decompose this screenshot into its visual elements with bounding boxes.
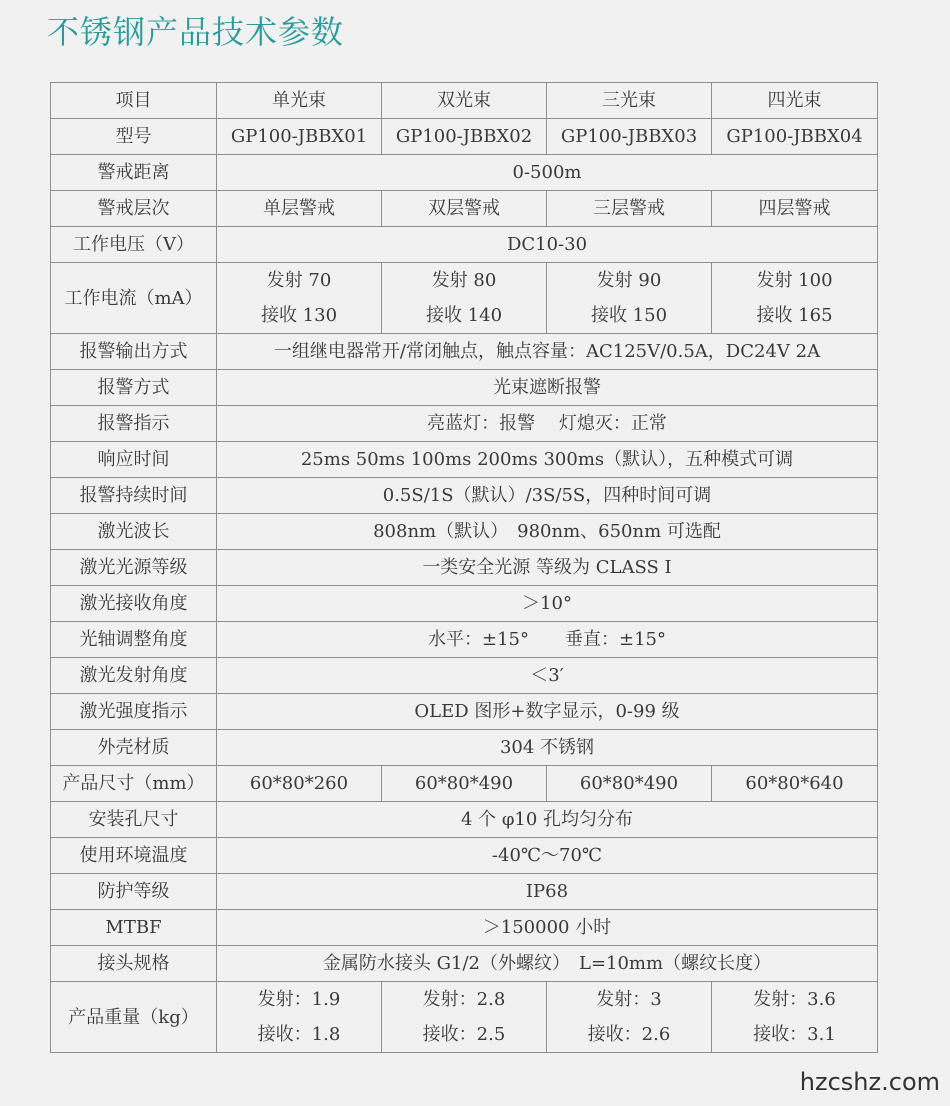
row-label: 响应时间 — [51, 442, 217, 478]
cell-value: -40℃～70℃ — [217, 838, 878, 874]
cell-value: 一组继电器常开/常闭触点，触点容量：AC125V/0.5A，DC24V 2A — [217, 334, 878, 370]
cell-value: IP68 — [217, 874, 878, 910]
receive-value: 接收：3.1 — [753, 1024, 836, 1045]
row-label: 报警指示 — [51, 406, 217, 442]
row-levels — [51, 191, 878, 227]
emit-value: 发射：1.9 — [257, 989, 341, 1010]
cell-value: 三层警戒 — [547, 191, 712, 227]
row-label: 激光波长 — [51, 514, 217, 550]
cell-value: 水平：±15° 垂直：±15° — [217, 622, 878, 658]
cell-value: DC10-30 — [217, 227, 878, 263]
table-header-row — [51, 83, 878, 119]
cell-value: 60*80*260 — [217, 766, 382, 802]
row-label: 工作电压（V） — [51, 227, 217, 263]
row-wavelength — [51, 514, 878, 550]
row-distance — [51, 155, 878, 191]
row-label: 警戒距离 — [51, 155, 217, 191]
cell-value — [712, 982, 878, 1053]
cell-value: 25ms 50ms 100ms 200ms 300ms（默认），五种模式可调 — [217, 442, 878, 478]
cell-value: 四层警戒 — [712, 191, 878, 227]
cell-value — [382, 263, 547, 334]
cell-value — [217, 982, 382, 1053]
row-receive-angle — [51, 586, 878, 622]
cell-value: 60*80*490 — [547, 766, 712, 802]
cell-value: 单层警戒 — [217, 191, 382, 227]
header-triple-beam: 三光束 — [547, 83, 712, 119]
cell-value: GP100-JBBX02 — [382, 119, 547, 155]
cell-value: 金属防水接头 G1/2（外螺纹） L=10mm（螺纹长度） — [217, 946, 878, 982]
row-label: 安装孔尺寸 — [51, 802, 217, 838]
row-label: 外壳材质 — [51, 730, 217, 766]
row-axis-adjust — [51, 622, 878, 658]
cell-value: 亮蓝灯：报警 灯熄灭：正常 — [217, 406, 878, 442]
row-alarm-indicator — [51, 406, 878, 442]
row-emit-angle — [51, 658, 878, 694]
row-label: 报警持续时间 — [51, 478, 217, 514]
cell-value: 0-500m — [217, 155, 878, 191]
emit-value: 发射：2.8 — [422, 989, 506, 1010]
row-response — [51, 442, 878, 478]
row-label: 产品重量（kg） — [51, 982, 217, 1053]
row-label: 使用环境温度 — [51, 838, 217, 874]
cell-value: 60*80*640 — [712, 766, 878, 802]
row-intensity — [51, 694, 878, 730]
row-label: 报警方式 — [51, 370, 217, 406]
cell-value: ＜3′ — [217, 658, 878, 694]
receive-value: 接收 130 — [260, 305, 338, 326]
row-laser-class — [51, 550, 878, 586]
row-weight — [51, 982, 878, 1053]
row-label: 型号 — [51, 119, 217, 155]
row-model-no — [51, 119, 878, 155]
receive-value: 接收：2.5 — [422, 1024, 506, 1045]
row-label: 光轴调整角度 — [51, 622, 217, 658]
cell-value: OLED 图形+数字显示，0-99 级 — [217, 694, 878, 730]
row-label: 工作电流（mA） — [51, 263, 217, 334]
row-current — [51, 263, 878, 334]
receive-value: 接收 140 — [425, 305, 503, 326]
row-label: 产品尺寸（mm） — [51, 766, 217, 802]
cell-value: 0.5S/1S（默认）/3S/5S，四种时间可调 — [217, 478, 878, 514]
row-label: 激光光源等级 — [51, 550, 217, 586]
emit-value: 发射 80 — [431, 270, 497, 291]
row-label: 警戒层次 — [51, 191, 217, 227]
row-alarm-output — [51, 334, 878, 370]
spec-table — [50, 82, 878, 1053]
emit-value: 发射 70 — [266, 270, 332, 291]
cell-value: GP100-JBBX04 — [712, 119, 878, 155]
row-mtbf — [51, 910, 878, 946]
cell-value: 60*80*490 — [382, 766, 547, 802]
row-label: 接头规格 — [51, 946, 217, 982]
cell-value: GP100-JBBX03 — [547, 119, 712, 155]
row-connector — [51, 946, 878, 982]
receive-value: 接收 165 — [756, 305, 833, 326]
cell-value — [547, 263, 712, 334]
header-item: 项目 — [51, 83, 217, 119]
row-voltage — [51, 227, 878, 263]
cell-value — [382, 982, 547, 1053]
cell-value: 304 不锈钢 — [217, 730, 878, 766]
page-title: 不锈钢产品技术参数 — [47, 13, 345, 51]
cell-value: 光束遮断报警 — [217, 370, 878, 406]
row-protection — [51, 874, 878, 910]
cell-value — [712, 263, 878, 334]
receive-value: 接收 150 — [590, 305, 668, 326]
receive-value: 接收：2.6 — [587, 1024, 671, 1045]
row-label: 报警输出方式 — [51, 334, 217, 370]
row-label: 激光接收角度 — [51, 586, 217, 622]
row-temperature — [51, 838, 878, 874]
header-single-beam: 单光束 — [217, 83, 382, 119]
row-size — [51, 766, 878, 802]
cell-value: 一类安全光源 等级为 CLASS Ⅰ — [217, 550, 878, 586]
header-quad-beam: 四光束 — [712, 83, 878, 119]
cell-value: 4 个 φ10 孔均匀分布 — [217, 802, 878, 838]
row-alarm-mode — [51, 370, 878, 406]
row-housing — [51, 730, 878, 766]
emit-value: 发射 100 — [756, 270, 833, 291]
emit-value: 发射：3.6 — [753, 989, 836, 1010]
cell-value: 双层警戒 — [382, 191, 547, 227]
row-mount-holes — [51, 802, 878, 838]
cell-value: ＞10° — [217, 586, 878, 622]
header-double-beam: 双光束 — [382, 83, 547, 119]
emit-value: 发射 90 — [596, 270, 662, 291]
cell-value: 808nm（默认） 980nm、650nm 可选配 — [217, 514, 878, 550]
cell-value: GP100-JBBX01 — [217, 119, 382, 155]
receive-value: 接收：1.8 — [257, 1024, 341, 1045]
row-label: MTBF — [51, 910, 217, 946]
row-label: 激光强度指示 — [51, 694, 217, 730]
emit-value: 发射：3 — [596, 989, 662, 1010]
cell-value: ＞150000 小时 — [217, 910, 878, 946]
cell-value — [547, 982, 712, 1053]
row-label: 激光发射角度 — [51, 658, 217, 694]
watermark: hzcshz.com — [799, 1068, 940, 1096]
cell-value — [217, 263, 382, 334]
row-alarm-duration — [51, 478, 878, 514]
row-label: 防护等级 — [51, 874, 217, 910]
